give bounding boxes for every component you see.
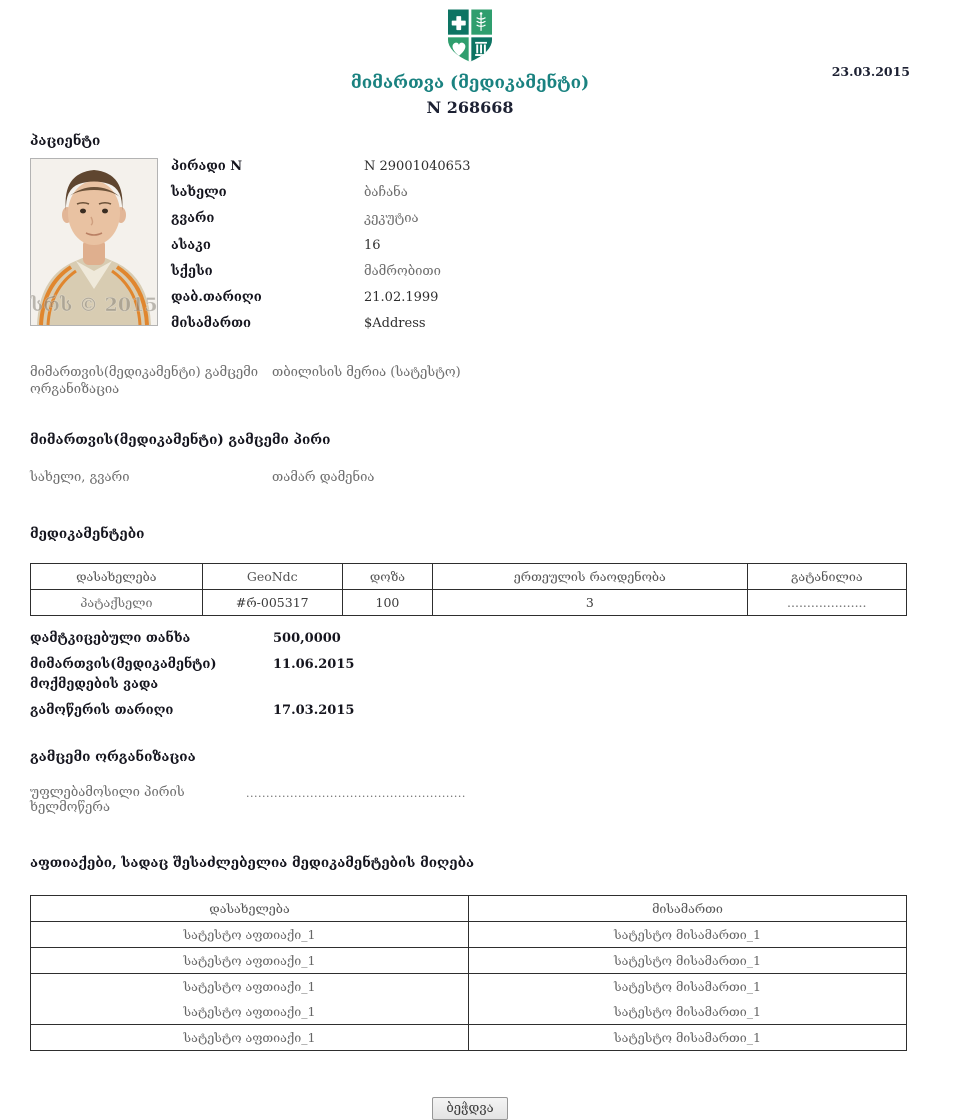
- approved-amount-row: [30, 629, 910, 649]
- ministry-shield-logo-icon: [443, 8, 497, 64]
- pharmacy-address-cell: სატესტო მისამართი_1: [469, 1025, 907, 1051]
- medication-row: [31, 590, 907, 616]
- field-label: სახელი: [171, 185, 227, 201]
- approved-amount-value: 500,0000: [273, 631, 341, 647]
- signature-row: [30, 785, 910, 815]
- section-title-patient: პაციენტი: [30, 133, 101, 149]
- pharmacies-table: [30, 895, 907, 1051]
- medication-geondc-cell: #რ-005317: [202, 590, 342, 616]
- signature-label: უფლებამოსილი პირის ხელმოწერა: [30, 785, 185, 816]
- issuer-organization-label: მიმართვის(მედიკამენტი) გამცემი ორგანიზაცია: [30, 365, 259, 398]
- pharmacy-address-cell: სატესტო მისამართი_1: [469, 999, 907, 1025]
- pharmacy-row: [31, 948, 907, 974]
- field-label: პირადი N: [171, 159, 243, 174]
- pharmacy-name-cell: სატესტო აფთიაქი_1: [31, 922, 469, 948]
- prescription-date-label: გამოწერის თარიღი: [30, 703, 174, 719]
- validity-date-label: მიმართვის(მედიკამენტი) მოქმედების ვადა: [30, 657, 217, 693]
- medications-table: [30, 563, 907, 616]
- field-label: დაბ.თარიღი: [171, 289, 262, 305]
- pharmacy-address-cell: სატესტო მისამართი_1: [469, 948, 907, 974]
- validity-date-value: 11.06.2015: [273, 657, 355, 673]
- document-date: 23.03.2015: [831, 64, 910, 79]
- issuer-organization-row: [30, 364, 910, 398]
- section-title-medications: მედიკამენტები: [30, 526, 145, 543]
- pharmacy-name-cell: სატესტო აფთიაქი_1: [31, 1025, 469, 1051]
- pharmacy-address-cell: სატესტო მისამართი_1: [469, 922, 907, 948]
- medication-name-cell: პატაქსელი: [31, 590, 203, 616]
- field-value: N 29001040653: [364, 159, 471, 174]
- pharmacy-address-cell: სატესტო მისამართი_1: [469, 974, 907, 1000]
- pharmacy-row: [31, 974, 907, 1000]
- pharmacy-row: [31, 1025, 907, 1051]
- issuer-person-label: სახელი, გვარი: [30, 470, 130, 486]
- column-header-pharmacy-address: მისამართი: [469, 896, 907, 922]
- column-header-dispensed: გატანილია: [747, 564, 906, 590]
- field-value: მამრობითი: [364, 263, 441, 279]
- print-button[interactable]: ბეჭდვა: [432, 1097, 507, 1120]
- issuer-person-value: თამარ დამენია: [272, 470, 375, 486]
- patient-photo: [30, 158, 158, 326]
- field-row-birth-date: [171, 290, 471, 316]
- field-row-address: [171, 316, 471, 342]
- column-header-unit-count: ერთეულის რაოდენობა: [433, 564, 747, 590]
- prescription-date-value: 17.03.2015: [273, 703, 355, 719]
- validity-date-row: [30, 655, 910, 695]
- field-value: $Address: [364, 316, 426, 332]
- field-label: გვარი: [171, 211, 215, 227]
- medication-dose-cell: 100: [342, 590, 432, 616]
- pharmacies-header-row: [31, 896, 907, 922]
- column-header-name: დასახელება: [31, 564, 203, 590]
- medication-dispensed-cell: ....................: [747, 590, 906, 616]
- field-value: კეკუტია: [364, 211, 419, 227]
- summary-fields: [30, 629, 910, 721]
- pharmacy-row: [31, 922, 907, 948]
- column-header-pharmacy-name: დასახელება: [31, 896, 469, 922]
- field-value: ბაჩანა: [364, 185, 408, 201]
- medication-unit-count-cell: 3: [433, 590, 747, 616]
- issuer-person-row: [30, 469, 910, 486]
- pharmacy-name-cell: სატესტო აფთიაქი_1: [31, 948, 469, 974]
- medications-header-row: [31, 564, 907, 590]
- field-value: 21.02.1999: [364, 289, 439, 305]
- field-row-sex: [171, 264, 471, 290]
- page-title: მიმართვა (მედიკამენტი): [350, 73, 590, 93]
- section-title-issuing-organization: გამცემი ორგანიზაცია: [30, 749, 196, 766]
- field-label: ასაკი: [171, 237, 211, 253]
- document-header: [30, 8, 910, 117]
- pharmacy-name-cell: სატესტო აფთიაქი_1: [31, 999, 469, 1025]
- column-header-dose: დოზა: [342, 564, 432, 590]
- field-label: სქესი: [171, 263, 213, 279]
- field-label: მისამართი: [171, 316, 251, 332]
- approved-amount-label: დამტკიცებული თანხა: [30, 631, 191, 647]
- field-row-personal-number: [171, 159, 471, 185]
- section-title-pharmacies: აფთიაქები, სადაც შესაძლებელია მედიკამენტების მიღება: [30, 855, 475, 872]
- section-title-issuer-person: მიმართვის(მედიკამენტი) გამცემი პირი: [30, 432, 331, 449]
- prescription-date-row: [30, 701, 910, 721]
- field-row-age: [171, 238, 471, 264]
- issuer-organization-value: თბილისის მერია (სატესტო): [272, 365, 461, 381]
- column-header-geondc: GeoNdc: [202, 564, 342, 590]
- field-value: 16: [364, 237, 381, 253]
- pharmacy-row: [31, 999, 907, 1025]
- field-row-first-name: [171, 185, 471, 211]
- pharmacy-name-cell: სატესტო აფთიაქი_1: [31, 974, 469, 1000]
- patient-fields: [171, 158, 471, 342]
- signature-line: .......................................................: [246, 787, 466, 801]
- photo-watermark: სრს © 2015: [30, 294, 158, 316]
- field-row-last-name: [171, 211, 471, 237]
- document-number: N 268668: [426, 98, 514, 117]
